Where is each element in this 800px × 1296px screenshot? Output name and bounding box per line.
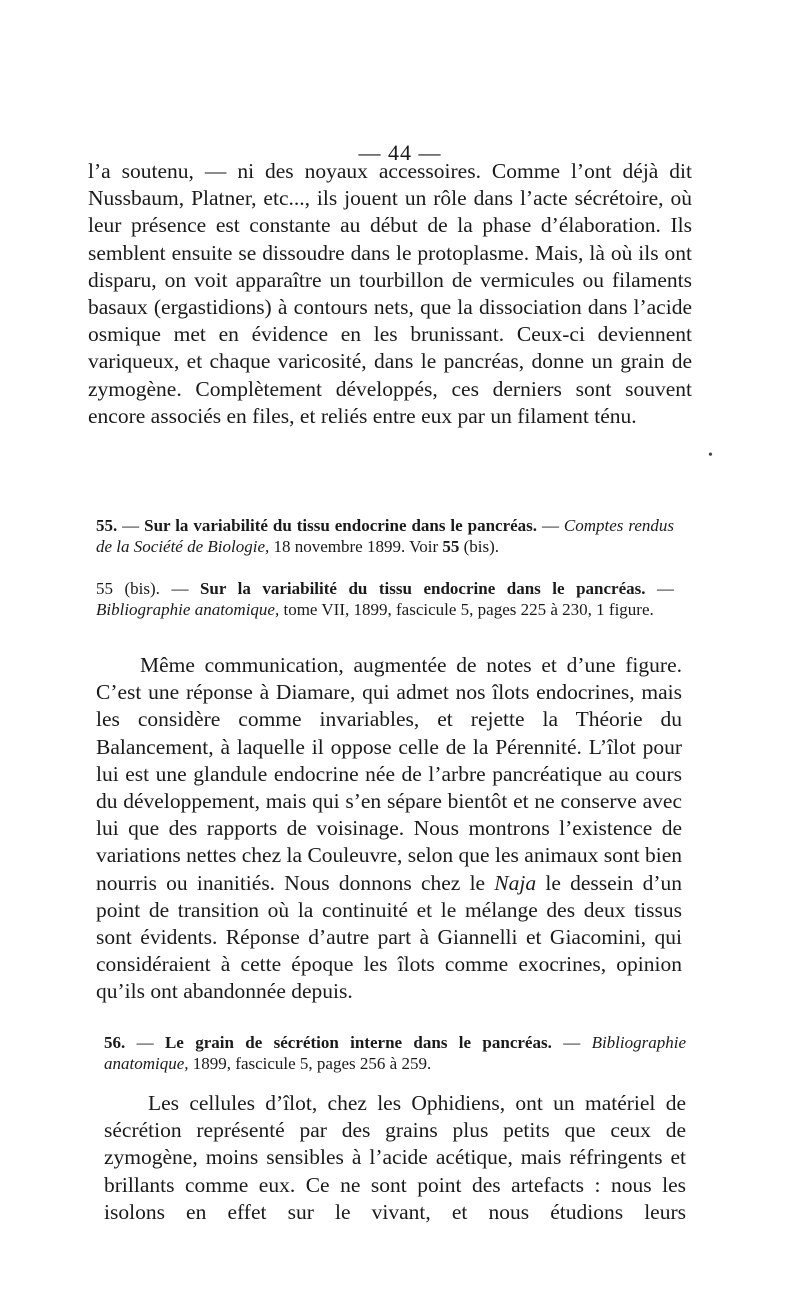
ref-number: 55. <box>96 516 118 535</box>
ref-separator: — <box>645 579 675 598</box>
ref-number: 56. <box>104 1033 126 1052</box>
margin-mark: • <box>708 448 713 463</box>
ref-title: Le grain de sécrétion interne dans le pancréas. <box>164 1033 552 1052</box>
ref-title: Sur la variabilité du tissu endocrine dans le pancréas. <box>144 516 538 535</box>
paragraph-2 <box>96 652 682 1006</box>
ref-see-suffix: (bis). <box>459 537 500 556</box>
ref-separator: — <box>551 1033 592 1052</box>
ref-see-number: 55 <box>442 537 460 556</box>
ref-separator: — <box>537 516 564 535</box>
paragraph-1: l’a soutenu, — ni des noyaux accessoires. Comme l’ont déjà dit Nussbaum, Platner, etc..., ils jouent un rôle dans l’acte sécrétoire, où leur présence est constante au début de la phase d’élaboration. Ils semblent ensuite se dissoudre dans le protoplasme. Mais, là où ils ont disparu, on voit apparaître un tourbillon de vermicules ou filaments basaux (ergastidions) à contours nets, que la dissociation dans l’acide osmique met en évidence en les brunissant. Ceux-ci deviennent variqueux, et chaque varicosité, dans le pancréas, donne un grain de zymogène. Complètement développés, ces derniers sont souvent encore associés en files, et reliés entre eux par un filament ténu. <box>88 159 692 428</box>
ref-journal: Bibliographie anatomique, <box>96 600 280 619</box>
paragraph-2-text: Même communication, augmentée de notes et d’une figure. C’est une réponse à Diamare, qui admet nos îlots endocrines, mais les considère comme invariables, et rejette la Théorie du Balancement, à laquelle il oppose celle de la Pérennité. L’îlot pour lui est une glandule endocrine née de l’arbre pancréatique au cours du développement, mais qui s’en sépare bientôt et ne conserve avec lui que des rapports de voisinage. Nous montrons l’existence de variations nettes chez la Couleuvre, selon que les animaux sont bien nourris ou inanitiés. Nous donnons chez le <box>96 653 682 895</box>
ref-details: 18 novembre 1899. Voir <box>269 537 443 556</box>
ref-title: Sur la variabilité du tissu endocrine dans le pancréas. <box>199 579 646 598</box>
reference-55-bis <box>96 578 674 620</box>
paragraph-2-end: le dessein d’un point de transition où la continuité et le mélange des deux tissus sont évidents. Réponse d’autre part à Giannelli et Giacomini, qui considéraient à cette époque les îlots comme exocrines, opinion qu’ils ont abandonnée depuis. <box>96 870 682 1004</box>
ref-number: 55 (bis). <box>96 579 160 598</box>
ref-details: 1899, fascicule 5, pages 256 à 259. <box>188 1054 432 1073</box>
ref-details: tome VII, 1899, fascicule 5, pages 225 à 230, 1 figure. <box>279 600 654 619</box>
paragraph-3: Les cellules d’îlot, chez les Ophidiens, ont un matériel de sécrétion représenté par des grains plus petits que ceux de zymogène, moins sensibles à l’acide acétique, mais réfringents et brillants comme eux. Ce ne sont point des artefacts : nous les isolons en effet sur le vivant, et nous étudions leurs <box>104 1091 686 1224</box>
reference-56 <box>104 1032 686 1074</box>
page-number: — 44 — <box>358 140 442 165</box>
reference-55 <box>96 515 674 557</box>
paragraph-2-italic: Naja <box>494 870 537 895</box>
ref-dash: — <box>117 516 145 535</box>
ref-dash: — <box>159 579 200 598</box>
ref-journal: Bibliographie anatomique, <box>104 1033 687 1073</box>
ref-journal: Comptes rendus de la Société de Biologie, <box>96 516 674 556</box>
ref-dash: — <box>125 1033 165 1052</box>
